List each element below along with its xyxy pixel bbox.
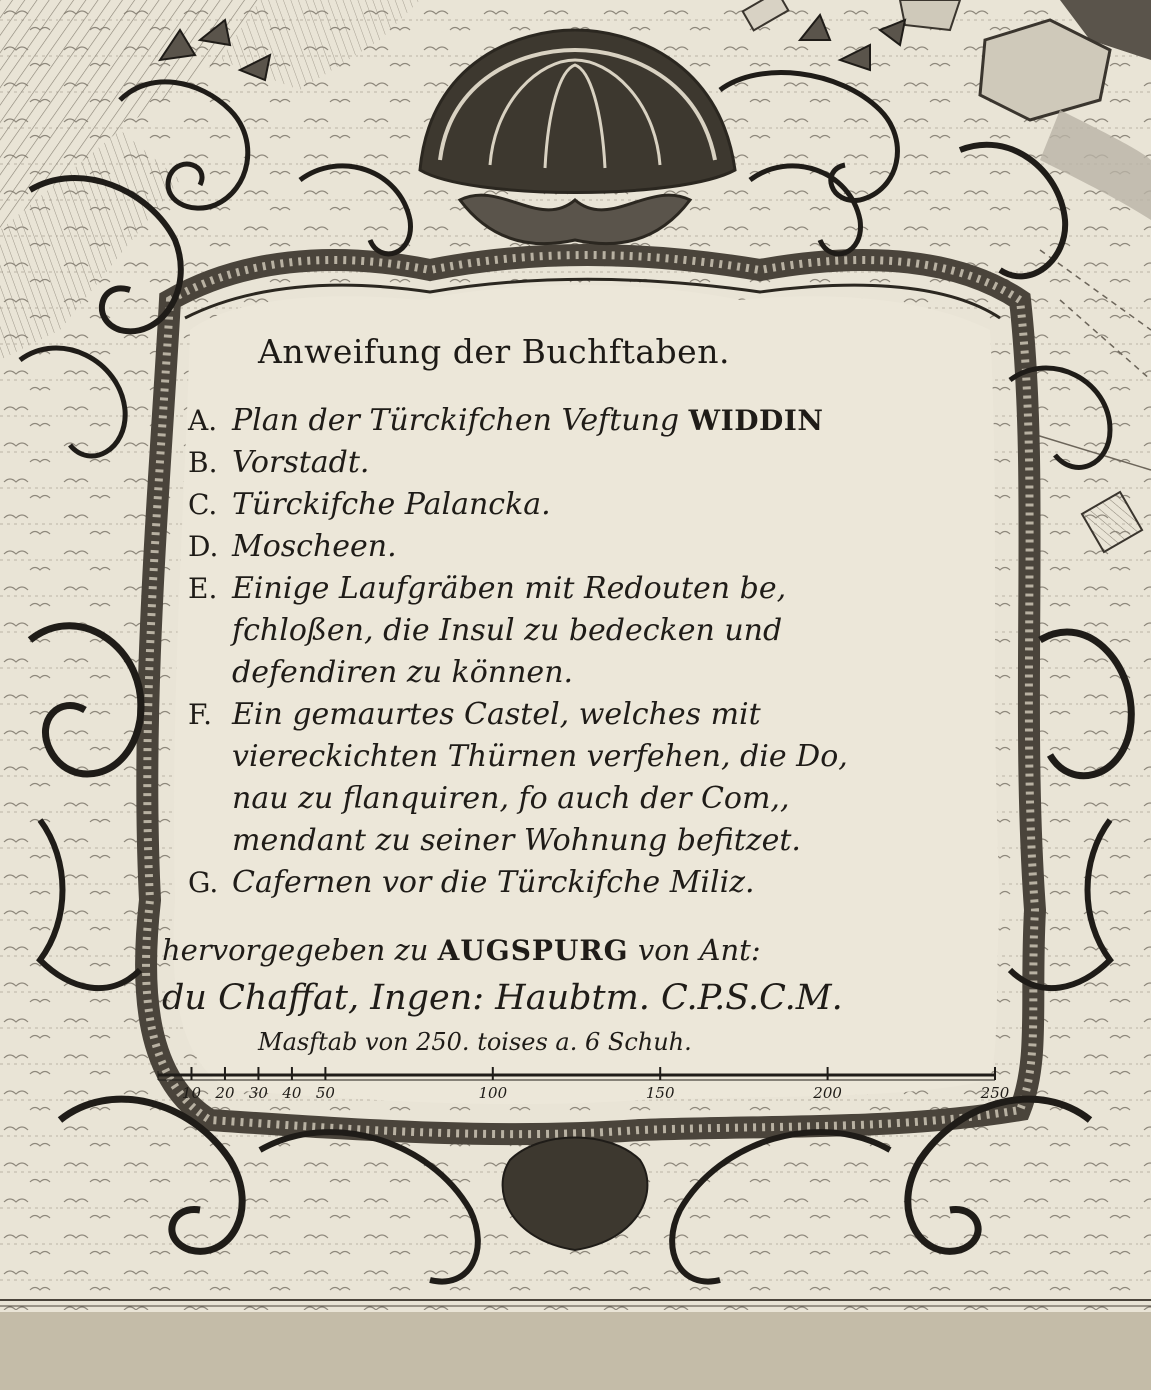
legend-entry-line — [188, 526, 988, 568]
legend-letter: C. — [188, 488, 218, 521]
legend-description: Moscheen. — [232, 529, 397, 564]
legend-description: fchloßen, die Insul zu bedecken und — [232, 613, 783, 648]
legend-entry-line — [188, 862, 988, 904]
legend-description: viereckichten Thürnen verfehen, die Do, — [232, 739, 848, 774]
publisher-imprint — [162, 928, 1002, 1024]
imprint-line-2: du Chaffat, Ingen: Haubtm. C.P.S.C.M. — [162, 978, 843, 1018]
imprint-line-1 — [162, 928, 1002, 972]
legend-entry-line — [188, 610, 988, 652]
legend-description: Cafernen vor die Türckifche Miliz. — [232, 865, 755, 900]
legend-entry-line — [188, 568, 988, 610]
sheet-margin — [0, 1312, 1151, 1390]
legend-entry — [188, 400, 988, 442]
legend-letter: A. — [188, 404, 218, 437]
letter-legend — [188, 400, 988, 904]
legend-entry-line — [188, 778, 988, 820]
legend-title: Anweifung der Buchftaben. — [258, 332, 730, 371]
imprint-suffix: von Ant: — [637, 933, 761, 967]
legend-letter: B. — [188, 446, 218, 479]
legend-description: Einige Laufgräben mit Redouten be, — [232, 571, 787, 606]
legend-entry — [188, 484, 988, 526]
legend-entry — [188, 568, 988, 694]
legend-letter: G. — [188, 866, 219, 899]
legend-entry-line — [188, 442, 988, 484]
scale-tick-label: 20 — [215, 1084, 235, 1102]
legend-description: defendiren zu können. — [232, 655, 574, 690]
scale-caption: Masftab von 250. toises a. 6 Schuh. — [258, 1028, 692, 1056]
legend-entry — [188, 862, 988, 904]
legend-letter: F. — [188, 698, 212, 731]
legend-entry — [188, 442, 988, 484]
legend-description: nau zu flanquiren, fo auch der Com,, — [232, 781, 790, 816]
scale-tick-label: 250 — [980, 1084, 1010, 1102]
legend-entry-line — [188, 736, 988, 778]
legend-description: Vorstadt. — [232, 445, 370, 480]
legend-description: Ein gemaurtes Castel, welches mit — [232, 697, 761, 732]
legend-entry — [188, 526, 988, 568]
scale-tick-label: 150 — [645, 1084, 675, 1102]
legend-letter: D. — [188, 530, 219, 563]
legend-description: Plan der Türckifchen Veftung — [232, 403, 680, 438]
legend-letter: E. — [188, 572, 218, 605]
scale-tick-label: 10 — [181, 1084, 202, 1102]
legend-entry — [188, 694, 988, 862]
legend-entry-line — [188, 820, 988, 862]
scale-tick-label: 100 — [478, 1084, 508, 1102]
scale-tick-label: 40 — [282, 1084, 302, 1102]
legend-entry-line — [188, 694, 988, 736]
legend-entry-line — [188, 400, 988, 442]
imprint-city: AUGSPURG — [437, 934, 629, 967]
imprint-prefix: hervorgegeben zu — [162, 933, 429, 967]
legend-description: mendant zu seiner Wohnung befitzet. — [232, 823, 801, 858]
scale-tick-label: 200 — [813, 1084, 842, 1102]
legend-entry-line — [188, 484, 988, 526]
scale-tick-label: 50 — [315, 1084, 335, 1102]
legend-entry-line — [188, 652, 988, 694]
scale-tick-label: 30 — [248, 1084, 268, 1102]
legend-description: Türckifche Palancka. — [232, 487, 551, 522]
legend-place-name: WIDDIN — [688, 404, 824, 437]
